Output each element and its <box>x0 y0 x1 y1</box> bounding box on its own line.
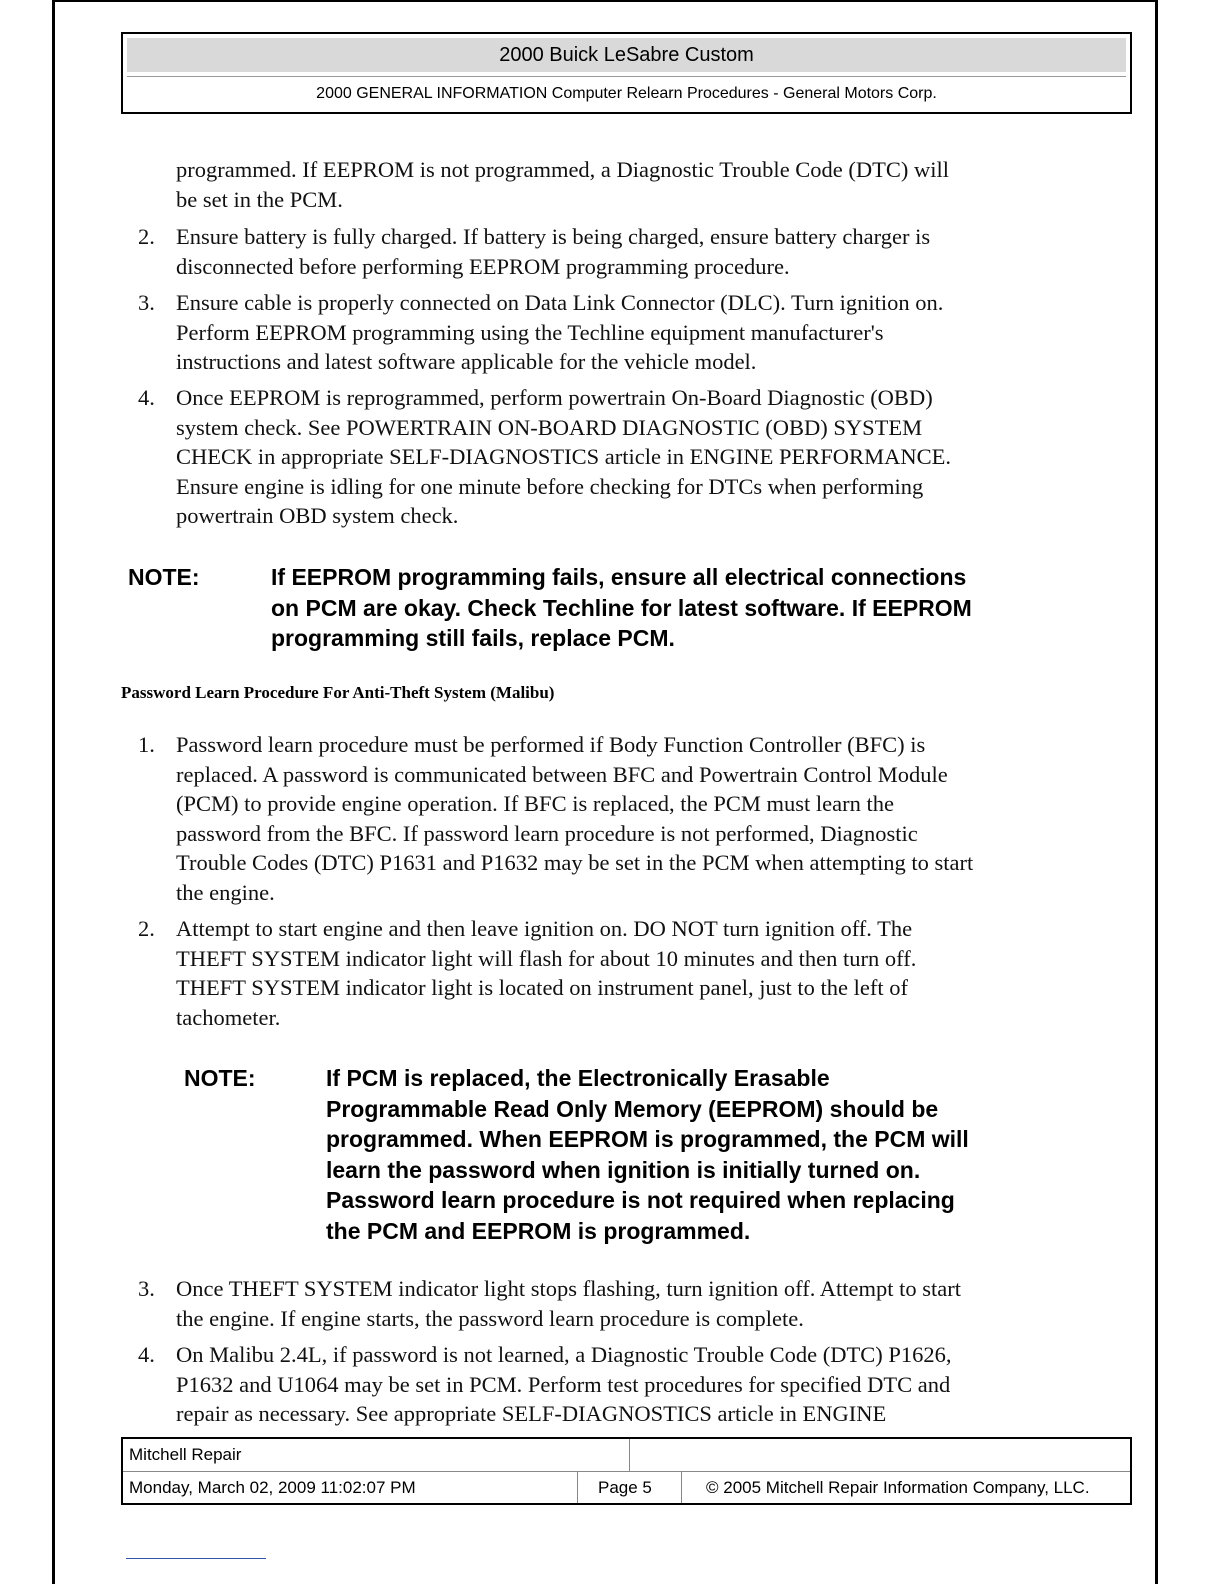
text-line: programmed. If EEPROM is not programmed, a Diagnostic Trouble Code (DTC) will <box>176 157 950 182</box>
list-number: 3. <box>138 1276 155 1301</box>
text-line: Ensure battery is fully charged. If battery is being charged, ensure battery charger is <box>176 224 931 249</box>
list-item <box>176 730 1116 907</box>
text-line: Once THEFT SYSTEM indicator light stops flashing, turn ignition off. Attempt to start <box>176 1276 961 1301</box>
text-line: password from the BFC. If password learn procedure is not performed, Diagnostic <box>176 820 918 846</box>
list-number: 1. <box>138 732 155 757</box>
footer-copyright: © 2005 Mitchell Repair Information Company, LLC. <box>681 1472 1130 1503</box>
footer-datetime: Monday, March 02, 2009 11:02:07 PM <box>129 1478 416 1497</box>
text-line: If PCM is replaced, the Electronically Erasable <box>326 1065 830 1091</box>
text-line: learn the password when ignition is initially turned on. <box>326 1156 921 1183</box>
text-line: Once EEPROM is reprogrammed, perform powertrain On-Board Diagnostic (OBD) <box>176 385 933 410</box>
text-line: programming still fails, replace PCM. <box>271 625 675 651</box>
text-line: Attempt to start engine and then leave ignition on. DO NOT turn ignition off. The <box>176 916 913 941</box>
text-line: be set in the PCM. <box>176 186 343 212</box>
text-line: On Malibu 2.4L, if password is not learned, a Diagnostic Trouble Code (DTC) P1626, <box>176 1342 952 1367</box>
bottom-rule <box>126 1558 266 1559</box>
text-line: Perform EEPROM programming using the Techline equipment manufacturer's <box>176 319 884 345</box>
footer-company: Mitchell Repair <box>129 1445 242 1464</box>
text-line: programmed. When EEPROM is programmed, the PCM will <box>326 1126 969 1152</box>
text-line: powertrain OBD system check. <box>176 503 459 528</box>
document-footer <box>121 1437 1132 1505</box>
document-subtitle: 2000 GENERAL INFORMATION Computer Relearn Procedures - General Motors Corp. <box>127 76 1126 111</box>
document-header <box>121 32 1132 114</box>
list-number: 2. <box>138 224 155 249</box>
text-line: tachometer. <box>176 1004 281 1030</box>
text-line: (PCM) to provide engine operation. If BFC is replaced, the PCM must learn the <box>176 791 895 816</box>
text-line: Programmable Read Only Memory (EEPROM) should be <box>326 1095 939 1122</box>
text-line: THEFT SYSTEM indicator light is located on instrument panel, just to the left of <box>176 975 908 1000</box>
note-text <box>326 1063 1106 1246</box>
document-title: 2000 Buick LeSabre Custom <box>127 38 1126 72</box>
footer-page-number: Page 5 <box>577 1472 681 1503</box>
list-item <box>176 383 1106 531</box>
list-item <box>176 1274 1106 1333</box>
text-line: Trouble Codes (DTC) P1631 and P1632 may be set in the PCM when attempting to start <box>176 850 974 875</box>
text-line: Password learn procedure is not required when replacing <box>326 1187 955 1213</box>
list-number: 4. <box>138 385 155 410</box>
continuation-paragraph <box>176 155 1106 214</box>
text-line: THEFT SYSTEM indicator light will flash for about 10 minutes and then turn off. <box>176 945 917 971</box>
list-number: 4. <box>138 1342 155 1367</box>
text-line: on PCM are okay. Check Techline for latest software. If EEPROM <box>271 594 972 621</box>
list-item <box>176 1340 1106 1429</box>
list-item <box>176 914 1106 1032</box>
text-line: Ensure engine is idling for one minute before checking for DTCs when performing <box>176 473 924 499</box>
text-line: the engine. <box>176 879 275 905</box>
text-line: replaced. A password is communicated between BFC and Powertrain Control Module <box>176 761 948 787</box>
text-line: system check. See POWERTRAIN ON-BOARD DIAGNOSTIC (OBD) SYSTEM <box>176 414 923 440</box>
text-line: CHECK in appropriate SELF-DIAGNOSTICS article in ENGINE PERFORMANCE. <box>176 444 951 469</box>
list-item <box>176 288 1106 377</box>
list-number: 3. <box>138 290 155 315</box>
section-heading: Password Learn Procedure For Anti-Theft System (Malibu) <box>121 683 555 702</box>
text-line: Password learn procedure must be performed if Body Function Controller (BFC) is <box>176 732 926 757</box>
text-line: P1632 and U1064 may be set in PCM. Perform test procedures for specified DTC and <box>176 1371 951 1397</box>
text-line: Ensure cable is properly connected on Data Link Connector (DLC). Turn ignition on. <box>176 290 944 315</box>
list-item <box>176 222 1106 281</box>
text-line: the PCM and EEPROM is programmed. <box>326 1217 751 1244</box>
note-text <box>271 562 1131 654</box>
note-label: NOTE: <box>128 564 200 590</box>
note-label: NOTE: <box>184 1065 256 1091</box>
text-line: repair as necessary. See appropriate SELF-DIAGNOSTICS article in ENGINE <box>176 1401 887 1426</box>
text-line: disconnected before performing EEPROM programming procedure. <box>176 253 790 279</box>
text-line: If EEPROM programming fails, ensure all electrical connections <box>271 564 967 590</box>
footer-empty-cell <box>629 1439 1130 1471</box>
list-number: 2. <box>138 916 155 941</box>
text-line: the engine. If engine starts, the password learn procedure is complete. <box>176 1305 804 1331</box>
text-line: instructions and latest software applicable for the vehicle model. <box>176 349 757 374</box>
